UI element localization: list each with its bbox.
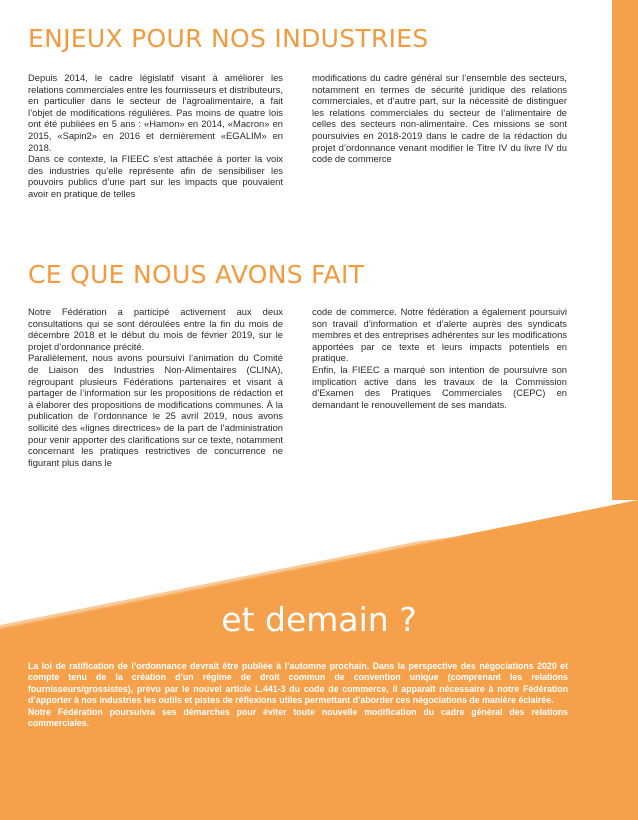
section2-left-paragraph-2: Parallèlement, nous avons poursuivi l’animation du Comité de Liaison des Industries Non-Alimentaires (CLINA), regroupant plusieurs Fédérations partenaires et visant à partager de l’information sur les propositions de rédaction et à élaborer des propositions de modifications communes. À la publication de l’ordonnance le 25 avril 2019, nous avons sollicité des «lignes directrices» de la part de l’administration pour venir apporter des clarifications sur ce texte, notamment concernant les pratiques restrictives de concurrence ne figurant plus dans le (28, 352, 283, 468)
section2-right-paragraph-2: Enfin, la FIEEC a marqué son intention de poursuivre son implication active dans les travaux de la Commission d’Examen des Pratiques Commerciales (CEPC) en demandant le renouvellement de ses mandats. (312, 363, 567, 410)
footer-orange-shape (0, 500, 638, 820)
demain-paragraph-2: Notre Fédération poursuivra ses démarches pour éviter toute nouvelle modification du cadre général des relations commerciales. (28, 706, 568, 729)
demain-text-block (28, 661, 568, 729)
demain-paragraph-1: La loi de ratification de l’ordonnance devrait être publiée à l’automne prochain. Dans la perspective des négociations 2020 et compte tenu de la création d’un régime de droit commun de convention unique (comprenant les relations fournisseurs/grossistes), prévu par le nouvel article L.441-3 du code de commerce, il apparaît nécessaire à notre Fédération d’apporter à nos industries les outils et pistes de réflexions utiles permettant d’aborder ces négociations de manière éclairée. (28, 661, 568, 706)
section1-left-paragraph-1: Depuis 2014, le cadre législatif visant à améliorer les relations commerciales entre les fournisseurs et distributeurs, en particulier dans le secteur de l’agroalimentaire, a fait l’objet de modifications régulières. Pas moins de quatre lois ont été publiées en 5 ans : «Hamon» en 2014, «Macron» en 2015, «Sapin2» en 2016 et dernièrement «EGALIM» en 2018. (28, 72, 283, 153)
section1-right-paragraph-1: modifications du cadre général sur l’ensemble des secteurs, notamment en termes de sécurité juridique des relations commerciales, et d’autre part, sur la nécessité de distinguer les relations commerciales du secteur de l’alimentaire de celles des secteurs non-alimentaire. Ces missions se sont poursuivies en 2018-2019 dans le cadre de la rédaction du projet d’ordonnance venant modifier le Titre IV du livre IV du code de commerce (312, 72, 567, 165)
section1-left-paragraph-2: Dans ce contexte, la FIEEC s’est attachée à porter la voix des industries qu’elle représente afin de sensibiliser les pouvoirs publics d’une part sur les impacts que pouvaient avoir en pratique de telles (28, 153, 283, 199)
section2-right-paragraph-1: code de commerce. Notre fédération a également poursuivi son travail d’information et d’alerte auprès des syndicats membres et des entreprises adhérentes sur les modifications apportées par ce texte et leurs impacts potentiels en pratique. (312, 306, 567, 364)
section-title-enjeux: ENJEUX POUR NOS INDUSTRIES (28, 24, 429, 53)
section-title-demain: et demain ? (221, 600, 417, 639)
section-title-actions: CE QUE NOUS AVONS FAIT (28, 260, 365, 289)
section2-left-paragraph-1: Notre Fédération a participé activement aux deux consultations qui se sont déroulées entre la fin du mois de décembre 2018 et le début du mois de février 2019, sur le projet d’ordonnance précité. (28, 306, 283, 352)
